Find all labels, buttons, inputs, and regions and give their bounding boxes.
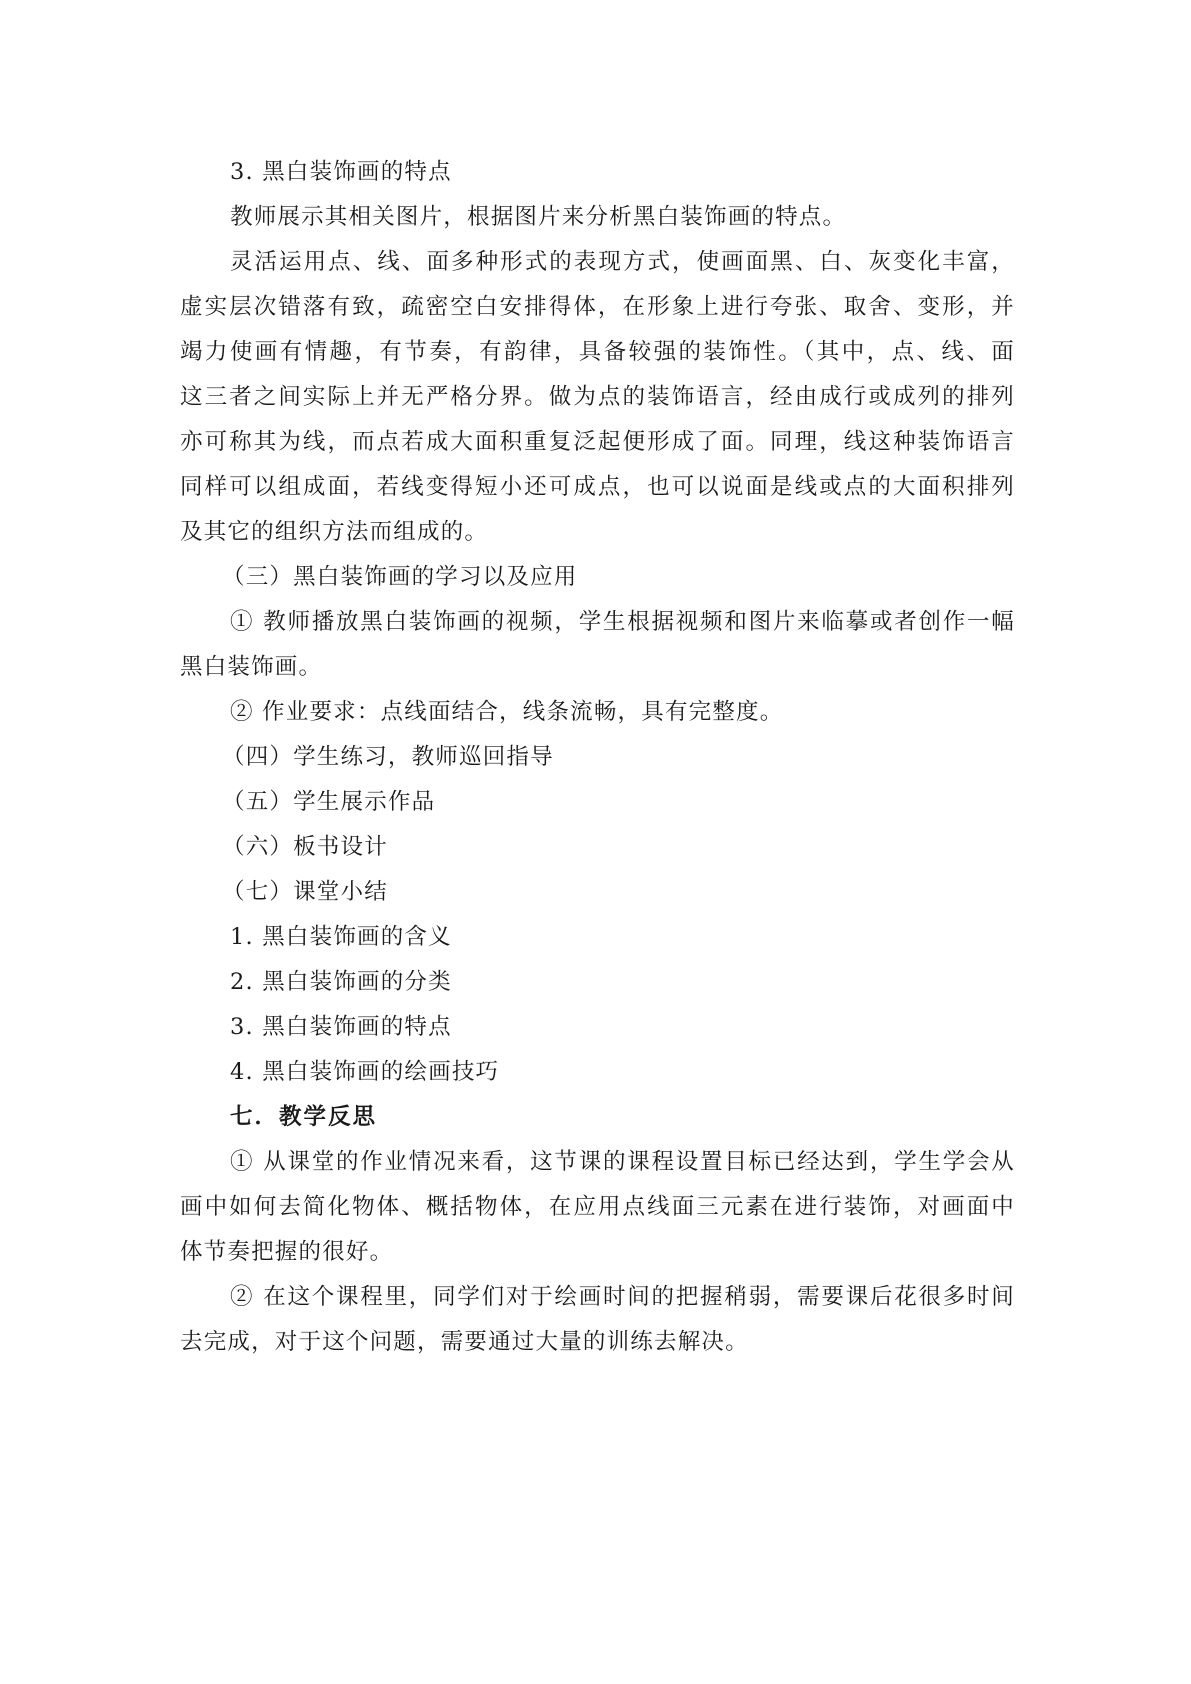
list-item: 3. 黑白装饰画的特点 bbox=[230, 1014, 452, 1040]
document-page bbox=[180, 150, 1015, 1365]
reflection-1-paragraph bbox=[180, 1140, 1015, 1275]
paragraph-line: 体节奏把握的很好。 bbox=[180, 1239, 394, 1265]
paragraph-line: 虚实层次错落有致，疏密空白安排得体，在形象上进行夸张、取舍、变形，并 bbox=[180, 294, 1015, 320]
paragraph-line: ① 教师播放黑白装饰画的视频，学生根据视频和图片来临摹或者创作一幅 bbox=[230, 609, 1015, 635]
subsection-heading-features: 3. 黑白装饰画的特点 bbox=[230, 159, 452, 185]
paragraph-line: 画中如何去简化物体、概括物体，在应用点线面三元素在进行装饰，对画面中 bbox=[180, 1194, 1015, 1220]
reflection-2-paragraph bbox=[180, 1275, 1015, 1365]
heading-class-summary: （七）课堂小结 bbox=[222, 879, 388, 905]
paragraph-line: 灵活运用点、线、面多种形式的表现方式，使画面黑、白、灰变化丰富， bbox=[230, 249, 1015, 275]
heading-study-application: （三）黑白装饰画的学习以及应用 bbox=[222, 564, 578, 590]
paragraph-line: 竭力使画有情趣，有节奏，有韵律，具备较强的装饰性。（其中，点、线、面 bbox=[180, 339, 1015, 365]
paragraph-line: ① 从课堂的作业情况来看，这节课的课程设置目标已经达到，学生学会从 bbox=[230, 1149, 1015, 1175]
paragraph-line: ② 在这个课程里，同学们对于绘画时间的把握稍弱，需要课后花很多时间 bbox=[230, 1284, 1015, 1310]
features-paragraph bbox=[180, 240, 1015, 555]
paragraph-line: 亦可称其为线，而点若成大面积重复泛起便形成了面。同理，线这种装饰语言 bbox=[180, 429, 1015, 455]
heading-student-practice: （四）学生练习，教师巡回指导 bbox=[222, 744, 554, 770]
paragraph-line: 这三者之间实际上并无严格分界。做为点的装饰语言，经由成行或成列的排列 bbox=[180, 384, 1015, 410]
intro-paragraph: 教师展示其相关图片，根据图片来分析黑白装饰画的特点。 bbox=[230, 204, 847, 230]
list-item: 2. 黑白装饰画的分类 bbox=[230, 969, 452, 995]
item-1-paragraph bbox=[180, 600, 1015, 690]
paragraph-line: 及其它的组织方法而组成的。 bbox=[180, 519, 489, 545]
paragraph-line: 同样可以组成面，若线变得短小还可成点，也可以说面是线或点的大面积排列 bbox=[180, 474, 1015, 500]
paragraph-line: 黑白装饰画。 bbox=[180, 654, 323, 680]
item-2-paragraph: ② 作业要求：点线面结合，线条流畅，具有完整度。 bbox=[230, 699, 784, 725]
paragraph-line: 去完成，对于这个问题，需要通过大量的训练去解决。 bbox=[180, 1329, 749, 1355]
heading-board-design: （六）板书设计 bbox=[222, 834, 388, 860]
section-heading-reflection: 七．教学反思 bbox=[230, 1104, 378, 1130]
list-item: 1. 黑白装饰画的含义 bbox=[230, 924, 452, 950]
summary-list bbox=[180, 915, 1015, 1095]
list-item: 4. 黑白装饰画的绘画技巧 bbox=[230, 1059, 500, 1085]
heading-student-display: （五）学生展示作品 bbox=[222, 789, 436, 815]
